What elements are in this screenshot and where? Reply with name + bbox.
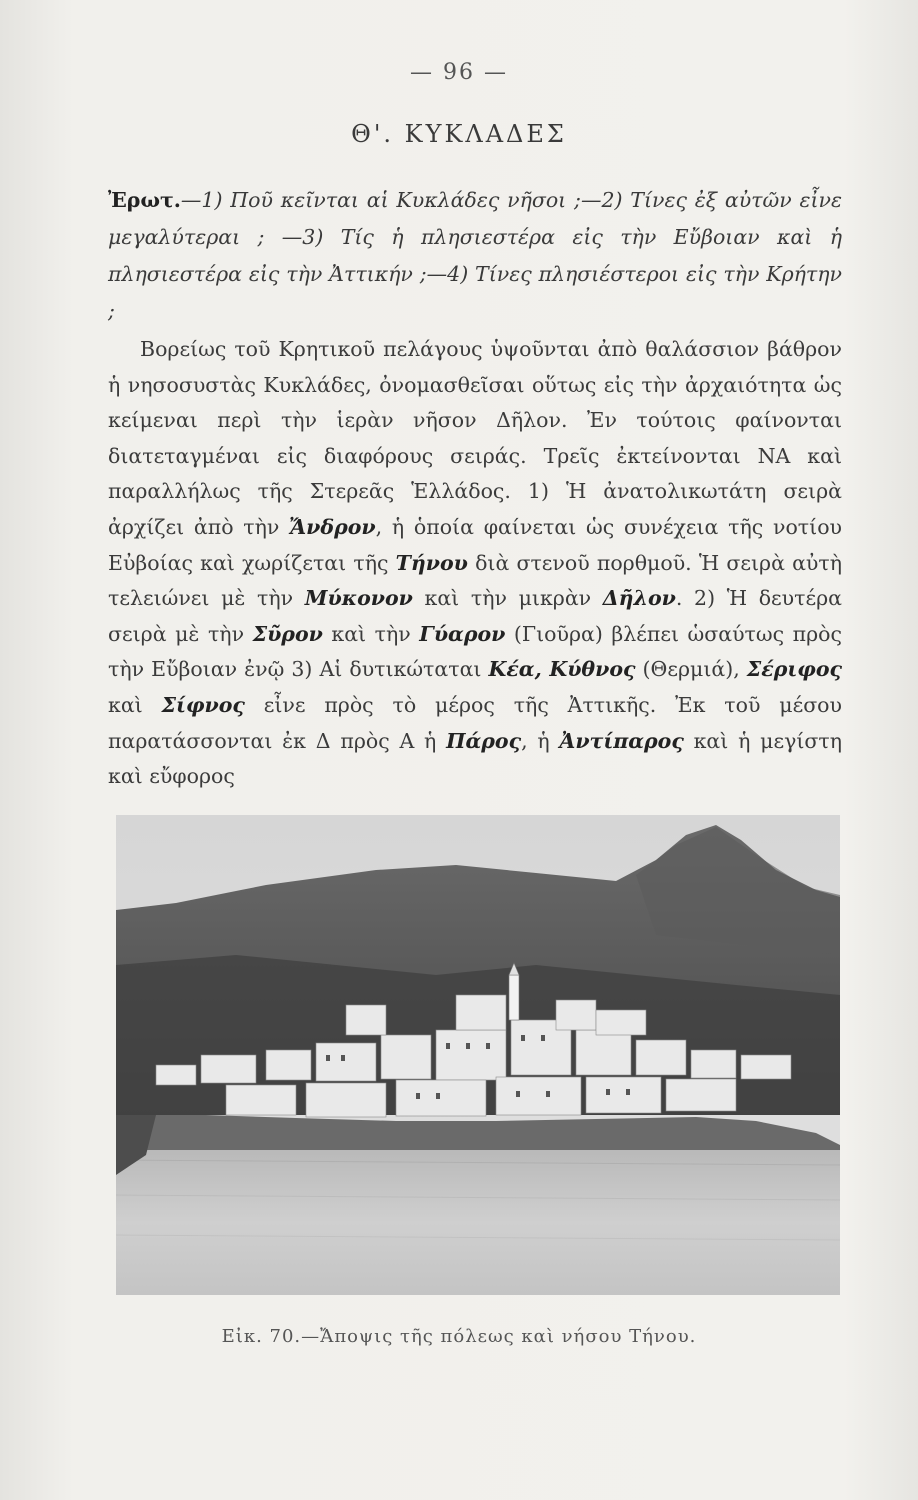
- paragraph-text: καὶ τὴν μικρὰν: [412, 586, 603, 611]
- island-name: Ἀντίπαρος: [559, 728, 684, 753]
- paragraph-text: , ἡ ὁποία φαίνεται ὡς συνέχεια τῆς νοτίου Εὐβοίας καὶ χωρίζεται τῆς: [108, 514, 842, 575]
- page-number: — 96 —: [410, 60, 508, 85]
- island-name: Γύαρον: [419, 621, 506, 646]
- review-questions: [108, 182, 842, 330]
- island-name: Πάρος: [446, 728, 522, 753]
- main-paragraph: [108, 332, 842, 795]
- chapter-title: Θ'. ΚΥΚΛΑΔΕΣ: [351, 120, 567, 148]
- island-name: Τήνου: [395, 550, 468, 575]
- paragraph-text: (Γιοῦρα) βλέπει ὡσαύτως πρὸς τὴν Εὔβοιαν ἐνῷ 3) Αἱ δυτικώταται: [108, 621, 842, 682]
- island-name: Σέριφος: [746, 657, 842, 682]
- paragraph-text: (Θερμιά),: [635, 657, 747, 682]
- figure-caption: Εἰκ. 70.—Ἄποψις τῆς πόλεως καὶ νήσου Τήνου.: [221, 1326, 697, 1347]
- island-name: Μύκονον: [304, 586, 413, 611]
- paragraph-text: καὶ: [108, 692, 162, 717]
- paragraph-text: , ἡ: [521, 728, 560, 753]
- questions-text: —1) Ποῦ κεῖνται αἱ Κυκλάδες νῆσοι ;—2) Τίνες ἐξ αὐτῶν εἶνε μεγαλύτεραι ; —3) Τίς ἡ πλησιεστέρα εἰς τὴν Εὔβοιαν καὶ ἡ πλησιεστέρα εἰς τὴν Ἀττικήν ;—4) Τίνες πλησιέστεροι εἰς τὴν Κρήτην ;: [108, 188, 842, 323]
- paragraph-text: καὶ τὴν: [322, 621, 420, 646]
- island-name: Σίφνος: [161, 692, 245, 717]
- paragraph-text: Βορείως τοῦ Κρητικοῦ πελάγους ὑψοῦνται ἀπὸ θαλάσσιον βάθρον ἡ νησοσυστὰς Κυκλάδες, ὀνομασθεῖσαι οὕτως εἰς τὴν ἀρχαιότητα ὡς κείμεναι περὶ τὴν ἱερὰν νῆσον Δῆλον. Ἐν τούτοις φαίνονται διατεταγμέναι εἰς διαφόρους σειράς. Τρεῖς ἐκτείνονται ΝΑ καὶ παραλλήλως τῆς Στερεᾶς Ἑλλάδος. 1) Ἡ ἀνατολικωτάτη σειρὰ ἀρχίζει ἀπὸ τὴν: [108, 337, 842, 539]
- island-name: Ἄνδρον: [289, 514, 376, 539]
- island-name: Δῆλον: [602, 586, 676, 611]
- island-name: Κέα, Κύθνος: [488, 657, 636, 682]
- questions-label: Ἐρωτ.: [108, 188, 181, 212]
- paragraph-text: . 2) Ἡ δευτέρα σειρὰ μὲ τὴν: [108, 586, 842, 646]
- paragraph-text: καὶ ἡ μεγίστη καὶ εὔφορος: [108, 728, 842, 789]
- paragraph-text: διὰ στενοῦ πορθμοῦ. Ἡ σειρὰ αὐτὴ τελειώνει μὲ τὴν: [108, 550, 842, 611]
- island-name: Σῦρον: [252, 621, 323, 646]
- tinos-photo-illustration: [116, 815, 840, 1295]
- tinos-town-photo: [116, 815, 840, 1295]
- paragraph-text: εἶνε πρὸς τὸ μέρος τῆς Ἀττικῆς. Ἐκ τοῦ μέσου παρατάσσονται ἐκ Δ πρὸς Α ἡ: [108, 692, 842, 753]
